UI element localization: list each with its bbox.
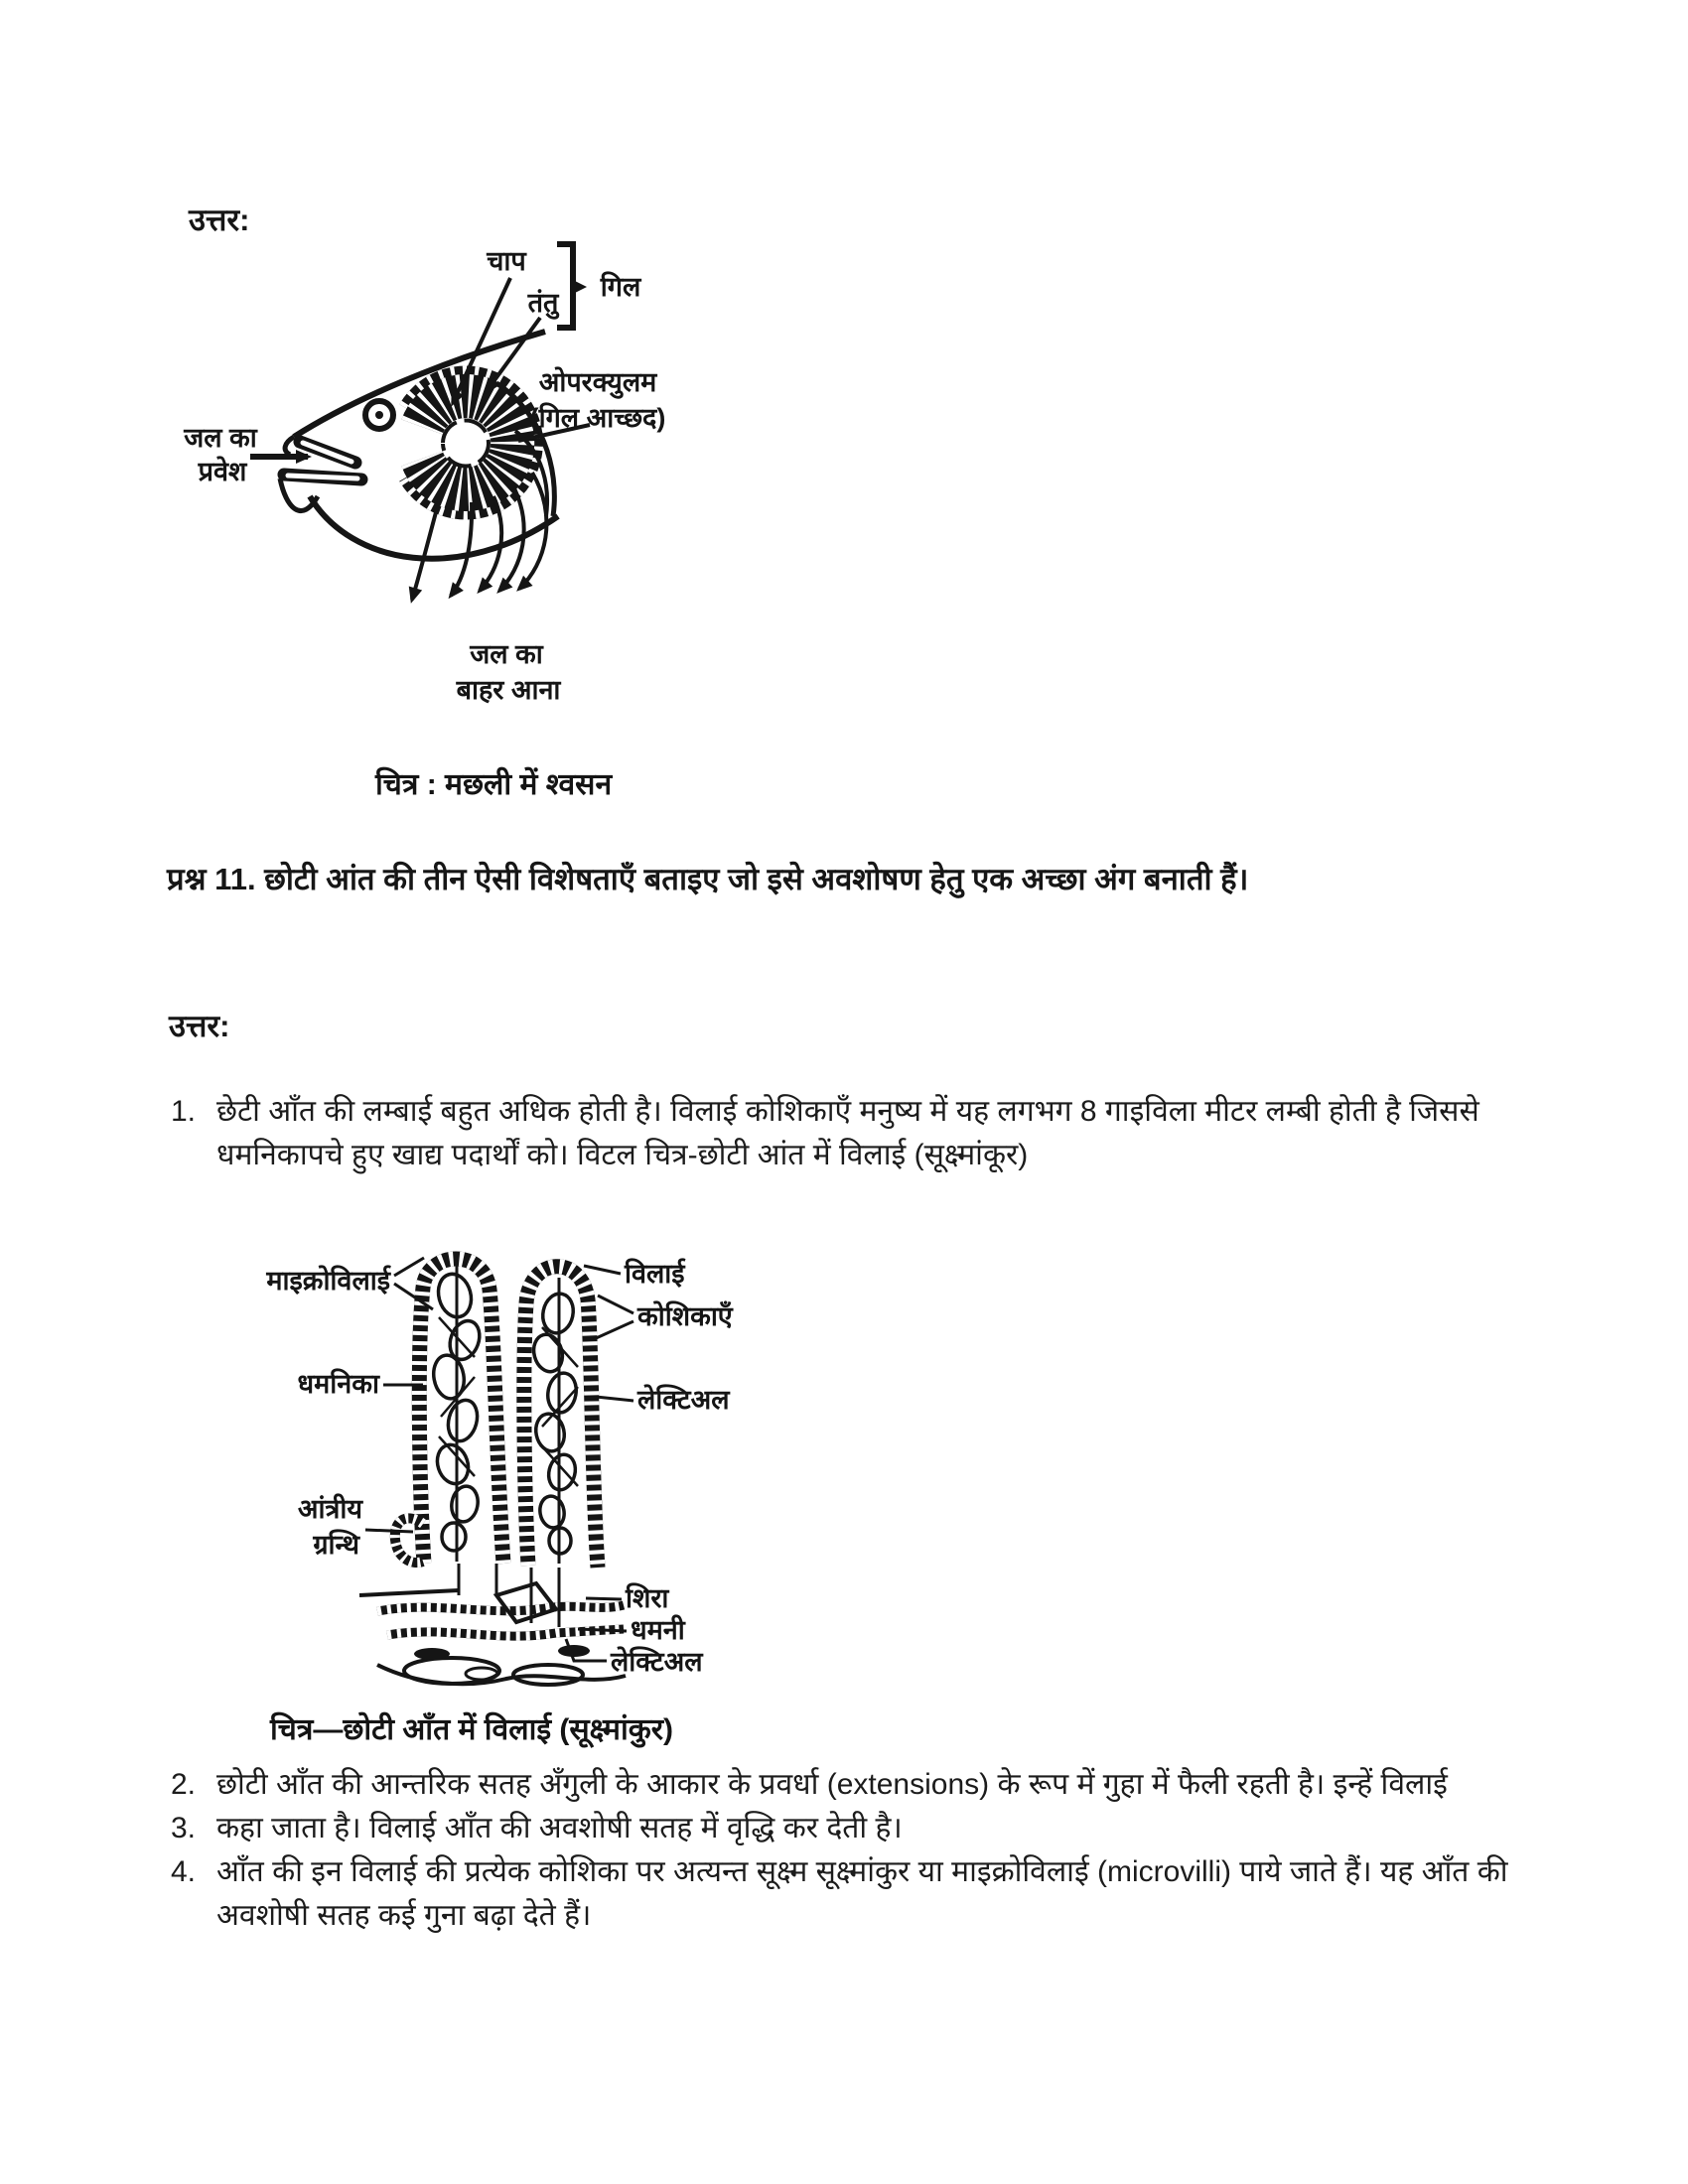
base-wavy-line [377,1665,626,1684]
label-gland-1: आंत्रीय [297,1494,362,1524]
base-line-left [359,1590,459,1595]
label-artery: धमनी [631,1615,685,1645]
gill-bracket [557,244,573,328]
answer-heading-1: उत्तर: [189,203,250,237]
capillary-loop [537,1494,566,1530]
list-item-2-text: छोटी आँत की आन्तरिक सतह अँगुली के आकार के प्रवर्धा (extensions) के रूप में गुहा में फैली रहती है। इन्हें विलाई [216,1768,1448,1801]
base-loop-2 [466,1668,497,1680]
label-villi: विलाई [625,1259,685,1289]
list-item-4 [171,1850,1561,1938]
capillary-loop [444,1397,482,1444]
villi-leader [584,1266,621,1274]
base-vessels [359,1564,626,1685]
label-water-in-1: जल का [184,423,257,453]
answer-list-part-1 [171,1090,1561,1177]
label-gill-arc: चाप [487,246,526,276]
label-arteriole: धमनिका [297,1369,379,1399]
label-vein: शिरा [626,1583,669,1613]
artery-leader [578,1629,627,1631]
label-lacteal-top: लेक्टिअल [637,1385,730,1415]
list-item-3-text: कहा जाता है। विलाई आँत की अवशोषी सतह में वृद्धि कर देती है। [216,1812,903,1844]
base-dark-patch-1 [414,1648,450,1660]
base-vessel-junction [496,1583,556,1622]
villi-figure [228,1226,923,1742]
vein-leader [586,1598,622,1599]
list-item-1-text: छेटी आँत की लम्बाई बहुत अधिक होती है। विलाई कोशिकाएँ मनुष्य में यह लगभग 8 गाइविला मीटर लम्बी होती है जिससे धमनिकापचे हुए खाद्य पदार्थों को। विटल चित्र-छोटी आंत में विलाई (सूक्ष्मांकूर) [216,1095,1479,1171]
capillary-loop [434,1271,476,1321]
list-item-4-text: आँत की इन विलाई की प्रत्येक कोशिका पर अत्यन्त सूक्ष्म सूक्ष्मांकुर या माइक्रोविलाई (microvilli) पाये जाते हैं। यह आँत की अवशोषी सतह कई गुना बढ़ा देते हैं। [216,1855,1508,1932]
answer-heading-2: उत्तर: [169,1009,230,1043]
cells-leader-2 [594,1321,633,1339]
label-gland-2: ग्रन्थि [313,1530,359,1560]
list-item-3 [171,1807,1561,1850]
list-item-1-number: 1. [171,1095,197,1128]
label-water-out-1: जल का [470,639,543,669]
fish-respiration-figure [169,236,894,733]
label-operculum: ओपरक्युलम [538,367,657,397]
fish-jaw-line [280,478,318,511]
fish-eye-pupil [375,411,383,419]
fish-lower-lip-inner [288,476,357,478]
label-lacteal-bottom: लेक्टिअल [611,1647,703,1677]
label-gill: गिल [600,272,641,302]
fish-figure-caption: चित्र : मछली में श्वसन [375,768,613,801]
left-villus [419,1259,503,1564]
list-item-2 [171,1763,1561,1807]
fish-nose [285,437,294,455]
answer-list-part-2 [171,1763,1561,1938]
label-water-in-2: प्रवेश [198,457,247,486]
capillary-loop [433,1440,474,1487]
label-microvilli: माइक्रोविलाई [266,1266,390,1296]
list-item-1 [171,1090,1561,1177]
capillary-loop [530,1331,567,1375]
list-item-2-number: 2. [171,1768,197,1801]
question-11-text: प्रश्न 11. छोटी आंत की तीन ऐसी विशेषताएँ बताइए जो इसे अवशोषण हेतु एक अच्छा अंग बनाती हैं। [167,862,1249,896]
capillary-loop [442,1523,466,1551]
cells-leader-1 [598,1296,633,1313]
base-dark-patch-2 [558,1645,590,1657]
label-gill-filament: तंतु [527,288,559,318]
label-operculum-sub: (गिल आच्छद) [529,403,666,433]
lacteal-top-leader [596,1397,633,1401]
label-cells: कोशिकाएँ [637,1301,733,1331]
list-item-4-number: 4. [171,1855,197,1888]
label-water-out-2: बाहर आना [456,675,561,705]
capillary-loop [545,1451,579,1492]
gill-bracket-pointer [573,280,587,294]
list-item-3-number: 3. [171,1812,197,1844]
gland-leader [365,1530,413,1532]
right-villus [524,1267,598,1568]
capillary-loop [449,1484,481,1524]
filament-leader-line [487,318,540,391]
villi-figure-caption: चित्र—छोटी आँत में विलाई (सूक्ष्मांकुर) [270,1713,674,1746]
